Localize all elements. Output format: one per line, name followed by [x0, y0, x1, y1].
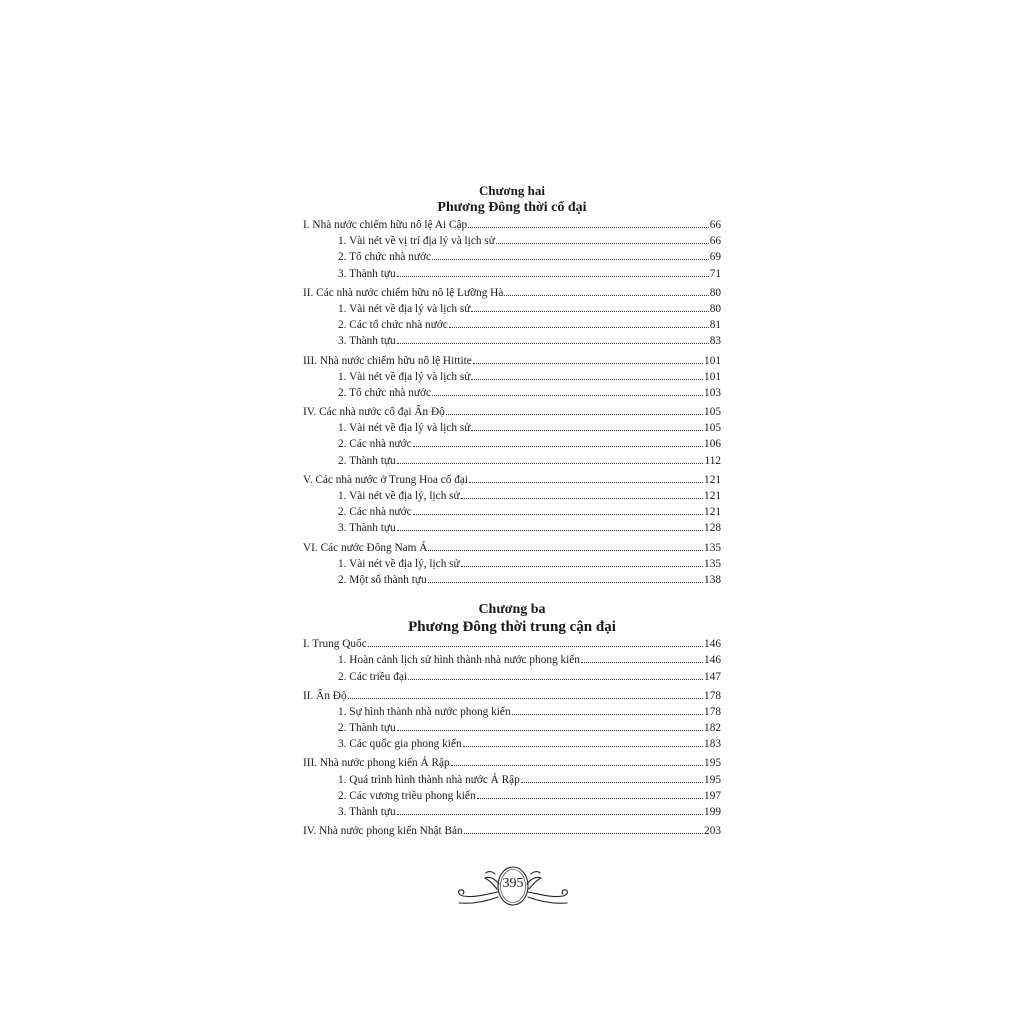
toc-entry[interactable] [303, 371, 721, 387]
toc-entry[interactable] [303, 774, 721, 790]
toc-entry[interactable] [303, 287, 721, 303]
toc-entry[interactable] [303, 319, 721, 335]
toc-entry[interactable] [303, 806, 721, 822]
toc-entries [303, 219, 721, 590]
chapter-title: Chương hai [479, 183, 545, 198]
chapter-heading [303, 601, 721, 636]
entry-page: 178 [704, 705, 721, 718]
entry-label: 1. Vài nét về địa lý, lịch sử [338, 490, 460, 502]
toc-entry[interactable] [303, 251, 721, 267]
entry-label: II. Các nhà nước chiếm hữu nô lệ Lưỡng Hà [303, 286, 504, 299]
dot-leader [397, 343, 709, 344]
toc-entry[interactable] [303, 219, 721, 235]
dot-leader [397, 276, 709, 277]
entry-page: 80 [709, 302, 721, 315]
toc-entry[interactable] [303, 558, 721, 574]
entry-page: 105 [704, 406, 721, 419]
entry-label: 1. Vài nét về địa lý, lịch sử [338, 557, 460, 570]
toc-entry[interactable] [303, 506, 721, 522]
entry-label: 1. Vài nét về địa lý và lịch sử [338, 422, 471, 435]
page-number: 395 [502, 876, 524, 891]
entry-label: IV. Các nhà nước cổ đại Ấn Độ [303, 406, 445, 419]
entry-page: 121 [704, 490, 721, 502]
dot-leader [348, 698, 703, 699]
dot-leader [504, 295, 708, 296]
entry-page: 83 [709, 335, 721, 348]
toc-entry[interactable] [303, 722, 721, 738]
toc-entry[interactable] [303, 490, 721, 506]
dot-leader [521, 782, 703, 783]
chapter-title: Chương ba [478, 602, 546, 618]
toc-entry[interactable] [303, 654, 721, 670]
toc-entry[interactable] [303, 303, 721, 319]
dot-leader [428, 582, 703, 583]
entry-page: 182 [704, 722, 721, 735]
entry-page: 146 [704, 654, 721, 667]
dot-leader [397, 814, 703, 815]
entry-label: 1. Hoàn cảnh lịch sử hình thành nhà nước phong kiến [338, 654, 580, 667]
entry-page: 80 [709, 286, 721, 299]
entry-label: 2. Các tổ chức nhà nước [338, 319, 448, 332]
entry-label: 1. Vài nét về địa lý và lịch sử [338, 302, 471, 315]
toc-entry[interactable] [303, 825, 721, 841]
dot-leader [471, 379, 703, 380]
entry-page: 101 [704, 354, 721, 367]
toc-entry[interactable] [303, 406, 721, 422]
dot-leader [463, 746, 703, 747]
toc-entry[interactable] [303, 706, 721, 722]
entry-label: 1. Vài nét về địa lý và lịch sử [338, 370, 471, 383]
entry-page: 105 [704, 422, 721, 435]
dot-leader [446, 414, 703, 415]
dot-leader [451, 765, 703, 766]
dot-leader [473, 363, 703, 364]
dot-leader [471, 430, 703, 431]
dot-leader [432, 259, 709, 260]
entry-page: 195 [704, 773, 721, 786]
dot-leader [461, 498, 703, 499]
entry-label: I. Nhà nước chiếm hữu nô lệ Ai Cập [303, 219, 468, 231]
entry-page: 183 [704, 738, 721, 751]
entry-page: 128 [704, 522, 721, 535]
dot-leader [368, 646, 703, 647]
entry-label: 3. Thành tựu [338, 522, 396, 535]
entry-page: 103 [704, 386, 721, 399]
entry-label: 2. Các nhà nước [338, 438, 412, 451]
entry-page: 147 [704, 670, 721, 683]
page-number-ornament [455, 862, 571, 912]
dot-leader [581, 662, 703, 663]
toc-entry[interactable] [303, 738, 721, 754]
chapter-heading [303, 182, 721, 217]
dot-leader [496, 243, 709, 244]
entry-label: 2. Tổ chức nhà nước [338, 386, 431, 399]
table-of-contents [303, 182, 721, 841]
entry-label: 1. Vài nét về vị trí địa lý và lịch sử [338, 235, 495, 248]
dot-leader [432, 395, 703, 396]
toc-entry[interactable] [303, 422, 721, 438]
dot-leader [408, 679, 703, 680]
chapter-subtitle: Phương Đông thời trung cận đại [408, 619, 616, 636]
entry-label: 3. Thành tựu [338, 335, 396, 348]
entry-label: VI. Các nước Đông Nam Á [303, 541, 428, 554]
entry-page: 121 [704, 473, 721, 486]
entry-label: III. Nhà nước chiếm hữu nô lệ Hittite [303, 354, 472, 367]
entry-page: 195 [704, 757, 721, 770]
dot-leader [468, 227, 709, 228]
entry-label: 1. Sự hình thành nhà nước phong kiến [338, 705, 511, 718]
dot-leader [449, 327, 709, 328]
dot-leader [397, 463, 704, 464]
dot-leader [464, 833, 703, 834]
toc-entry[interactable] [303, 790, 721, 806]
toc-entry[interactable] [303, 268, 721, 284]
entry-page: 135 [704, 557, 721, 570]
entry-page: 66 [709, 219, 721, 231]
entry-page: 203 [704, 825, 721, 838]
entry-label: 2. Một số thành tựu [338, 573, 427, 586]
toc-entry[interactable] [303, 335, 721, 351]
dot-leader [413, 446, 703, 447]
entry-label: 2. Thành tựu [338, 722, 396, 735]
dot-leader [461, 566, 703, 567]
dot-leader [471, 311, 708, 312]
toc-entry[interactable] [303, 542, 721, 558]
entry-label: 2. Các triều đại [338, 670, 408, 683]
entry-label: 2. Các nhà nước [338, 506, 412, 519]
toc-entry[interactable] [303, 355, 721, 371]
entry-page: 135 [704, 541, 721, 554]
dot-leader [477, 798, 703, 799]
toc-entry[interactable] [303, 235, 721, 251]
toc-entry[interactable] [303, 522, 721, 538]
entry-label: 2. Tổ chức nhà nước [338, 251, 431, 264]
entry-label: I. Trung Quốc [303, 638, 367, 651]
dot-leader [397, 530, 703, 531]
dot-leader [469, 482, 703, 483]
toc-entries [303, 638, 721, 841]
toc-entry[interactable] [303, 638, 721, 654]
toc-entry[interactable] [303, 757, 721, 773]
entry-label: 2. Thành tựu [338, 454, 396, 467]
entry-page: 81 [709, 319, 721, 332]
entry-page: 69 [709, 251, 721, 264]
entry-page: 199 [704, 806, 721, 818]
entry-page: 146 [704, 638, 721, 651]
toc-entry[interactable] [303, 438, 721, 454]
entry-label: 1. Quá trình hình thành nhà nước Ả Rập [338, 773, 520, 786]
entry-page: 101 [704, 370, 721, 383]
entry-page: 197 [704, 789, 721, 802]
dot-leader [428, 550, 703, 551]
dot-leader [512, 714, 703, 715]
dot-leader [397, 730, 703, 731]
entry-page: 121 [704, 506, 721, 519]
entry-label: 3. Thành tựu [338, 806, 396, 818]
entry-label: 2. Các vương triều phong kiến [338, 789, 476, 802]
entry-label: V. Các nhà nước ở Trung Hoa cổ đại [303, 473, 469, 486]
toc-entry[interactable] [303, 574, 721, 590]
dot-leader [413, 514, 703, 515]
chapter-subtitle: Phương Đông thời cổ đại [437, 200, 587, 215]
entry-page: 178 [704, 689, 721, 702]
entry-label: 3. Các quốc gia phong kiến [338, 738, 462, 751]
entry-label: II. Ấn Độ [303, 689, 347, 702]
toc-entry[interactable] [303, 455, 721, 471]
entry-page: 138 [704, 573, 721, 586]
toc-entry[interactable] [303, 474, 721, 490]
entry-page: 112 [704, 454, 721, 467]
entry-label: III. Nhà nước phong kiến Ả Rập [303, 757, 450, 770]
entry-page: 66 [709, 235, 721, 248]
entry-page: 106 [704, 438, 721, 451]
entry-label: 3. Thành tựu [338, 267, 396, 280]
toc-entry[interactable] [303, 387, 721, 403]
toc-entry[interactable] [303, 690, 721, 706]
toc-entry[interactable] [303, 671, 721, 687]
entry-label: IV. Nhà nước phong kiến Nhật Bản [303, 825, 463, 838]
entry-page: 71 [709, 267, 721, 280]
